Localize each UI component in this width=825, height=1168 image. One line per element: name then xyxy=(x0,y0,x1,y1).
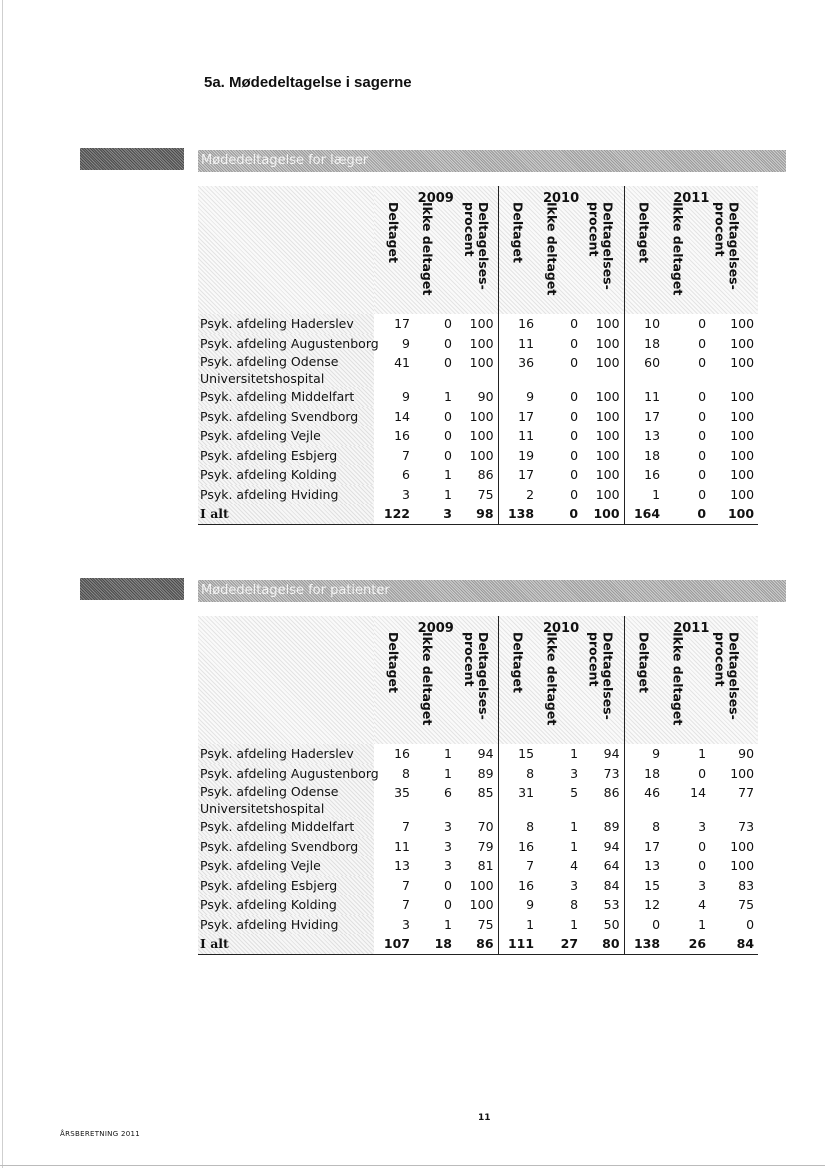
column-header-procent: Deltagelses-procent xyxy=(712,202,742,290)
table-cell: 0 xyxy=(570,316,579,331)
column-header-deltaget: Deltaget xyxy=(636,202,652,263)
row-label: Psyk. afdeling Augustenborg xyxy=(198,764,374,784)
footer-report-name: ÅRSBERETNING 2011 xyxy=(60,1130,140,1138)
table-cell: 13 xyxy=(624,426,664,446)
page-margin-line xyxy=(2,0,3,1168)
table-row xyxy=(198,764,758,784)
row-label: Psyk. afdeling Svendborg xyxy=(198,407,374,427)
table-cell: 100 xyxy=(469,447,494,463)
table-row xyxy=(198,407,758,427)
year-label: 2010 xyxy=(542,191,580,206)
table-cell: 100 xyxy=(595,316,620,331)
column-header-deltaget: Deltaget xyxy=(386,632,401,693)
year-group-header xyxy=(498,186,624,314)
table-cell: 12 xyxy=(624,895,664,915)
table-row xyxy=(198,856,758,876)
table-cell: 41 xyxy=(394,355,410,370)
row-label: Psyk. afdeling Haderslev xyxy=(198,744,374,764)
table-row xyxy=(198,353,758,387)
table-cell: 0 xyxy=(698,389,707,404)
column-header-deltaget: Deltaget xyxy=(510,632,526,693)
table-cell: 16 xyxy=(394,428,410,443)
table-cell: 13 xyxy=(624,856,664,876)
table-cell: 0 xyxy=(444,447,452,463)
table-row xyxy=(198,387,758,407)
table-cell: 100 xyxy=(730,408,755,424)
row-label: Psyk. afdeling Middelfart xyxy=(198,817,374,837)
column-header-deltaget: Deltaget xyxy=(636,632,652,693)
header-blank-cell xyxy=(198,186,374,314)
table-cell: 13 xyxy=(394,858,410,873)
side-marker-laeger xyxy=(80,148,184,170)
table-cell: 138 xyxy=(624,934,664,954)
table-cell: 5 xyxy=(570,785,579,800)
column-header-ikke-deltaget: Ikke deltaget xyxy=(670,632,686,726)
column-header-ikke-deltaget: Ikke deltaget xyxy=(544,632,560,726)
table-cell: 86 xyxy=(477,467,494,482)
year-label: 2011 xyxy=(673,191,710,206)
table-row xyxy=(198,314,758,334)
column-header-procent: Deltagelses-procent xyxy=(712,632,742,720)
table-cell: 0 xyxy=(698,316,707,331)
row-label: Psyk. afdeling Svendborg xyxy=(198,837,374,857)
table-cell: 86 xyxy=(603,785,620,800)
table-cell: 3 xyxy=(402,486,410,502)
table-cell: 100 xyxy=(595,467,620,482)
table-cell: 0 xyxy=(698,408,707,424)
table-laeger xyxy=(198,186,758,525)
table-cell: 3 xyxy=(698,819,707,834)
table-cell: 46 xyxy=(624,783,664,817)
table-cell: 77 xyxy=(738,785,755,800)
table-cell: 98 xyxy=(456,504,498,524)
table-cell: 100 xyxy=(595,408,620,424)
table-cell: 31 xyxy=(498,783,538,817)
table-cell: 89 xyxy=(603,819,620,834)
column-header-ikke-deltaget: Ikke deltaget xyxy=(420,202,435,296)
table-cell: 94 xyxy=(603,838,620,854)
total-label: I alt xyxy=(198,934,374,954)
table-cell: 0 xyxy=(570,428,579,443)
column-header-ikke-deltaget: Ikke deltaget xyxy=(420,632,435,726)
row-label: Psyk. afdeling Esbjerg xyxy=(198,876,374,896)
table-cell: 17 xyxy=(624,837,664,857)
year-group-header xyxy=(374,616,498,744)
row-label: Psyk. afdeling Odense Universitetshospital xyxy=(198,783,374,817)
table-cell: 86 xyxy=(456,934,498,954)
table-cell: 18 xyxy=(414,934,456,954)
table-cell: 90 xyxy=(738,746,755,761)
section-title-laeger: Mødedeltagelse for læger xyxy=(198,150,786,172)
total-row xyxy=(198,934,758,954)
row-label: Psyk. afdeling Hviding xyxy=(198,485,374,505)
table-cell: 7 xyxy=(402,877,410,893)
table-cell: 11 xyxy=(394,838,410,854)
table-cell: 8 xyxy=(498,764,538,784)
table-cell: 100 xyxy=(730,467,755,482)
year-label: 2010 xyxy=(542,621,580,636)
table-cell: 1 xyxy=(570,916,579,932)
table-cell: 50 xyxy=(603,916,620,932)
table-cell: 94 xyxy=(603,746,620,761)
table-row xyxy=(198,915,758,935)
column-header-deltaget: Deltaget xyxy=(386,202,401,263)
year-label: 2011 xyxy=(673,621,710,636)
table-cell: 16 xyxy=(624,465,664,485)
table-cell: 1 xyxy=(444,746,452,761)
table-cell: 9 xyxy=(402,335,410,351)
column-header-procent: Deltagelses-procent xyxy=(586,632,616,720)
table-cell: 17 xyxy=(624,407,664,427)
table-row xyxy=(198,895,758,915)
table-cell: 0 xyxy=(664,504,710,524)
page-title: 5a. Mødedeltagelse i sagerne xyxy=(204,74,412,91)
table-cell: 9 xyxy=(402,389,410,404)
table-cell: 84 xyxy=(603,877,620,893)
column-header-ikke-deltaget: Ikke deltaget xyxy=(670,202,686,296)
table-cell: 8 xyxy=(570,897,579,912)
year-group-header xyxy=(498,616,624,744)
table-cell: 8 xyxy=(402,765,410,781)
table-cell: 100 xyxy=(730,858,755,873)
year-label: 2009 xyxy=(417,191,454,206)
table-cell: 89 xyxy=(477,765,494,781)
table-cell: 11 xyxy=(498,334,538,354)
row-label: Psyk. afdeling Kolding xyxy=(198,895,374,915)
table-cell: 83 xyxy=(738,877,755,893)
table-cell: 73 xyxy=(603,765,620,781)
table-cell: 8 xyxy=(498,817,538,837)
table-cell: 1 xyxy=(570,819,579,834)
table-cell: 100 xyxy=(730,765,755,781)
table-cell: 100 xyxy=(469,335,494,351)
table-cell: 9 xyxy=(624,744,664,764)
table-cell: 0 xyxy=(538,504,582,524)
table-cell: 0 xyxy=(444,335,452,351)
table-cell: 16 xyxy=(498,876,538,896)
page-number: 11 xyxy=(478,1113,491,1123)
table-cell: 16 xyxy=(498,314,538,334)
header-blank-cell xyxy=(198,616,374,744)
year-group-header xyxy=(624,186,758,314)
table-cell: 100 xyxy=(710,504,758,524)
column-header-deltaget: Deltaget xyxy=(510,202,526,263)
table-cell: 0 xyxy=(698,858,707,873)
table-patienter xyxy=(198,616,758,955)
table-cell: 75 xyxy=(477,916,494,932)
table-cell: 4 xyxy=(570,858,579,873)
table-cell: 3 xyxy=(444,838,452,854)
table-cell: 1 xyxy=(444,486,452,502)
table-cell: 100 xyxy=(730,316,755,331)
table-cell: 122 xyxy=(374,504,414,524)
table-cell: 0 xyxy=(746,916,755,932)
table-cell: 1 xyxy=(444,916,452,932)
table-row xyxy=(198,446,758,466)
table-cell: 27 xyxy=(538,934,582,954)
page-bottom-line xyxy=(0,1165,825,1166)
table-row xyxy=(198,744,758,764)
table-cell: 7 xyxy=(498,856,538,876)
table-cell: 0 xyxy=(570,486,579,502)
table-cell: 1 xyxy=(570,838,579,854)
table-cell: 17 xyxy=(394,316,410,331)
table-cell: 4 xyxy=(698,897,707,912)
table-row xyxy=(198,465,758,485)
table-cell: 73 xyxy=(738,819,755,834)
table-cell: 0 xyxy=(624,915,664,935)
table-cell: 100 xyxy=(730,335,755,351)
table-cell: 10 xyxy=(624,314,664,334)
table-cell: 6 xyxy=(444,785,452,800)
table-cell: 100 xyxy=(469,877,494,893)
table-cell: 1 xyxy=(498,915,538,935)
table-cell: 11 xyxy=(624,387,664,407)
table-cell: 9 xyxy=(498,387,538,407)
table-cell: 0 xyxy=(444,316,452,331)
table-cell: 75 xyxy=(477,486,494,502)
table-cell: 138 xyxy=(498,504,538,524)
table-cell: 64 xyxy=(603,858,620,873)
table-cell: 16 xyxy=(498,837,538,857)
table-row xyxy=(198,876,758,896)
table-cell: 15 xyxy=(498,744,538,764)
table-cell: 100 xyxy=(595,355,620,370)
total-row xyxy=(198,504,758,524)
row-label: Psyk. afdeling Middelfart xyxy=(198,387,374,407)
table-cell: 0 xyxy=(570,335,579,351)
table-cell: 53 xyxy=(603,897,620,912)
table-cell: 60 xyxy=(624,353,664,387)
table-cell: 1 xyxy=(698,746,707,761)
table-cell: 100 xyxy=(730,389,755,404)
table-cell: 16 xyxy=(394,746,410,761)
table-cell: 100 xyxy=(595,335,620,351)
table-cell: 100 xyxy=(595,389,620,404)
table-cell: 100 xyxy=(469,355,494,370)
table-cell: 0 xyxy=(698,335,707,351)
table-cell: 0 xyxy=(570,408,579,424)
column-header-procent: Deltagelses-procent xyxy=(462,632,491,720)
table-cell: 19 xyxy=(498,446,538,466)
table-row xyxy=(198,426,758,446)
table-cell: 15 xyxy=(624,876,664,896)
header-row xyxy=(198,616,758,744)
table-cell: 3 xyxy=(444,819,452,834)
table-cell: 1 xyxy=(570,746,579,761)
row-label: Psyk. afdeling Esbjerg xyxy=(198,446,374,466)
table-cell: 11 xyxy=(498,426,538,446)
table-cell: 0 xyxy=(444,877,452,893)
year-group-header xyxy=(374,186,498,314)
table-row xyxy=(198,837,758,857)
table-cell: 100 xyxy=(595,447,620,463)
table-cell: 18 xyxy=(624,446,664,466)
row-label: Psyk. afdeling Odense Universitetshospital xyxy=(198,353,374,387)
table-cell: 3 xyxy=(698,877,707,893)
table-cell: 7 xyxy=(402,819,410,834)
section-title-patienter: Mødedeltagelse for patienter xyxy=(198,580,786,602)
table-cell: 85 xyxy=(477,785,494,800)
table-row xyxy=(198,817,758,837)
table-cell: 100 xyxy=(595,486,620,502)
table-cell: 100 xyxy=(730,486,755,502)
table-cell: 1 xyxy=(624,485,664,505)
table-cell: 1 xyxy=(444,765,452,781)
table-cell: 100 xyxy=(582,504,624,524)
table-cell: 81 xyxy=(477,858,494,873)
row-label: Psyk. afdeling Vejle xyxy=(198,856,374,876)
table-cell: 100 xyxy=(730,447,755,463)
table-cell: 0 xyxy=(698,428,707,443)
table-cell: 0 xyxy=(698,838,707,854)
table-cell: 0 xyxy=(698,355,707,370)
table-cell: 90 xyxy=(477,389,494,404)
column-header-procent: Deltagelses-procent xyxy=(462,202,491,290)
header-row xyxy=(198,186,758,314)
table-cell: 100 xyxy=(730,838,755,854)
table-row xyxy=(198,783,758,817)
table-cell: 80 xyxy=(582,934,624,954)
table-cell: 84 xyxy=(710,934,758,954)
table-cell: 3 xyxy=(444,858,452,873)
table-cell: 7 xyxy=(402,447,410,463)
table-cell: 35 xyxy=(394,785,410,800)
table-row xyxy=(198,334,758,354)
table-cell: 100 xyxy=(730,355,755,370)
table-row xyxy=(198,485,758,505)
table-cell: 14 xyxy=(394,408,410,424)
table-cell: 14 xyxy=(690,785,707,800)
table-cell: 17 xyxy=(498,407,538,427)
table-cell: 1 xyxy=(444,389,452,404)
table-cell: 7 xyxy=(402,897,410,912)
table-cell: 26 xyxy=(664,934,710,954)
row-label: Psyk. afdeling Augustenborg xyxy=(198,334,374,354)
table-cell: 0 xyxy=(698,486,707,502)
table-cell: 70 xyxy=(477,819,494,834)
table-cell: 0 xyxy=(444,408,452,424)
table-cell: 0 xyxy=(698,467,707,482)
table-cell: 3 xyxy=(402,916,410,932)
table-cell: 100 xyxy=(730,428,755,443)
table-cell: 3 xyxy=(570,877,579,893)
table-cell: 164 xyxy=(624,504,664,524)
table-cell: 0 xyxy=(570,389,579,404)
year-label: 2009 xyxy=(417,621,454,636)
table-cell: 1 xyxy=(698,916,707,932)
table-cell: 111 xyxy=(498,934,538,954)
table-cell: 0 xyxy=(444,428,452,443)
row-label: Psyk. afdeling Hviding xyxy=(198,915,374,935)
table-cell: 9 xyxy=(498,895,538,915)
table-cell: 100 xyxy=(469,316,494,331)
table-cell: 3 xyxy=(570,765,579,781)
table-cell: 18 xyxy=(624,764,664,784)
table-cell: 8 xyxy=(624,817,664,837)
table-cell: 18 xyxy=(624,334,664,354)
row-label: Psyk. afdeling Haderslev xyxy=(198,314,374,334)
table-cell: 100 xyxy=(469,897,494,912)
table-cell: 2 xyxy=(498,485,538,505)
table-cell: 0 xyxy=(698,765,707,781)
table-cell: 79 xyxy=(477,838,494,854)
side-marker-patienter xyxy=(80,578,184,600)
column-header-ikke-deltaget: Ikke deltaget xyxy=(544,202,560,296)
row-label: Psyk. afdeling Vejle xyxy=(198,426,374,446)
column-header-procent: Deltagelses-procent xyxy=(586,202,616,290)
table-cell: 6 xyxy=(402,467,410,482)
table-cell: 3 xyxy=(414,504,456,524)
table-cell: 17 xyxy=(498,465,538,485)
table-cell: 1 xyxy=(444,467,452,482)
year-group-header xyxy=(624,616,758,744)
table-cell: 0 xyxy=(570,447,579,463)
table-cell: 0 xyxy=(444,355,452,370)
table-cell: 0 xyxy=(444,897,452,912)
table-cell: 75 xyxy=(738,897,755,912)
total-label: I alt xyxy=(198,504,374,524)
table-cell: 0 xyxy=(570,355,579,370)
table-cell: 0 xyxy=(698,447,707,463)
row-label: Psyk. afdeling Kolding xyxy=(198,465,374,485)
table-cell: 36 xyxy=(498,353,538,387)
table-cell: 100 xyxy=(469,428,494,443)
table-cell: 0 xyxy=(570,467,579,482)
table-cell: 94 xyxy=(477,746,494,761)
table-cell: 100 xyxy=(595,428,620,443)
table-cell: 100 xyxy=(469,408,494,424)
table-cell: 107 xyxy=(374,934,414,954)
